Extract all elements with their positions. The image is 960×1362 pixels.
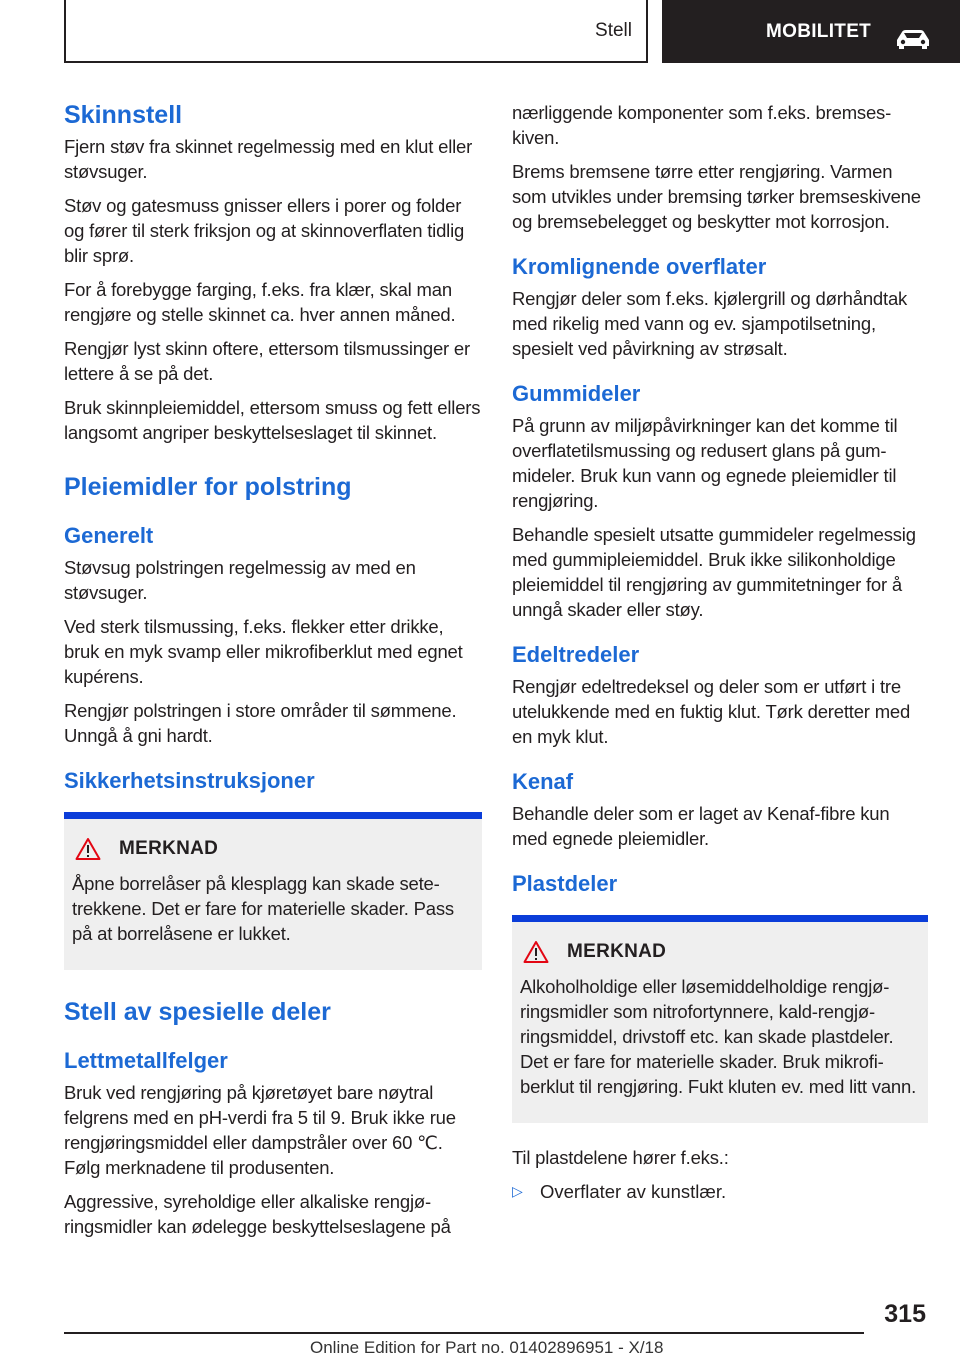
heading-pleiemidler: Pleiemidler for polstring — [64, 473, 352, 501]
paragraph: Behandle deler som er laget av Kenaf-fibre kun med egnede pleiemidler. — [512, 803, 890, 849]
note-text: Alkoholholdige eller løsemiddelholdige rengjøringsmidler som nitrofortynnere, kald-rengjøringsmiddel, drivstoff etc. kan skade plastdeler. Det er fare for materielle skader. Bruk mikrofiberklut til rengjøring. Fukt kluten ev. med litt vann. — [520, 976, 917, 1097]
heading-edeltre: Edeltredeler — [512, 642, 640, 667]
paragraph: Bruk skinnpleiemiddel, ettersom smuss og fett ellers langsomt angriper beskyttelseslaget til skinnet. — [64, 397, 481, 443]
paragraph: Brems bremsene tørre etter rengjøring. Varmen som utvikles under bremsing tørker bremseskivene og bremsebelegget og beskytter mot korrosjon. — [512, 161, 921, 232]
paragraph: Rengjør edeltredeksel og deler som er utført i tre utelukkende med en fuktig klut. Tørk deretter med en myk klut. — [512, 676, 911, 747]
paragraph: Behandle spesielt utsatte gummideler regelmessig med gummipleiemiddel. Bruk ikke silikonholdige pleiemiddel til rengjøring av gummitetninger for å unngå skader eller støy. — [512, 524, 916, 620]
chapter-title: MOBILITET — [766, 20, 872, 42]
note-text: Åpne borrelåser på klesplagg kan skade setetrekkene. Det er fare for materielle skader. Pass på at borrelåsene er lukket. — [72, 873, 454, 944]
note-header — [520, 940, 920, 964]
heading-gummi: Gummideler — [512, 381, 641, 406]
paragraph: Ved sterk tilsmussing, f.eks. flekker etter drikke, bruk en myk svamp eller mikrofiberklut med egnet kupérens. — [64, 616, 463, 687]
paragraph: Støvsug polstringen regelmessig av med en støvsuger. — [64, 557, 416, 603]
heading-skinnstell: Skinnstell — [64, 101, 183, 129]
triangle-right-icon: ▷ — [512, 1183, 523, 1199]
paragraph: Rengjør lyst skinn oftere, ettersom tilsmussinger er lettere å se på det. — [64, 338, 470, 384]
right-column — [512, 100, 928, 1204]
heading-sikkerhet: Sikkerhetsinstruksjoner — [64, 768, 315, 793]
section-title: Stell — [595, 19, 632, 41]
warning-triangle-icon — [523, 940, 549, 964]
chapter-tab — [662, 0, 960, 63]
paragraph: Til plastdelene hører f.eks.: — [512, 1147, 729, 1168]
paragraph: nærliggende komponenter som f.eks. bremseskiven. — [512, 102, 892, 148]
warning-note — [512, 915, 928, 1123]
paragraph: Bruk ved rengjøring på kjøretøyet bare nøytral felgrens med en pH-verdi fra 5 til 9. Bruk ikke rue rengjøringsmiddel eller dampstråler over 60 ℃. Følg merknadene til produsenten. — [64, 1082, 456, 1178]
heading-lettmetall: Lettmetallfelger — [64, 1048, 228, 1073]
warning-note — [64, 812, 482, 970]
heading-plast: Plastdeler — [512, 871, 618, 896]
paragraph: For å forebygge farging, f.eks. fra klær, skal man rengjøre og stelle skinnet ca. hver annen måned. — [64, 279, 456, 325]
section-tab — [64, 0, 648, 63]
footer-divider — [64, 1332, 864, 1334]
page-header — [64, 0, 960, 66]
heading-krom: Kromlignende overflater — [512, 254, 767, 279]
paragraph: Støv og gatesmuss gnisser ellers i porer og folder og fører til sterk friksjon og at skinnoverflaten tidlig blir sprø. — [64, 195, 465, 266]
car-icon — [894, 28, 932, 50]
paragraph: Rengjør deler som f.eks. kjølergrill og dørhåndtak med rikelig med vann og ev. sjampotilsetning, spesielt ved påvirkning av strøsalt. — [512, 288, 908, 359]
heading-generelt: Generelt — [64, 523, 154, 548]
note-header — [72, 837, 474, 861]
paragraph: På grunn av miljøpåvirkninger kan det komme til overflatetilsmussing og redusert glans på gummideler. Bruk kun vann og egnede pleiemidler til rengjøring. — [512, 415, 898, 511]
heading-kenaf: Kenaf — [512, 769, 574, 794]
list-item-text: Overflater av kunstlær. — [540, 1181, 727, 1202]
footer-edition: Online Edition for Part no. 01402896951 - X/18 — [310, 1338, 664, 1357]
list-item — [512, 1179, 928, 1204]
left-column — [64, 100, 482, 1248]
page-number: 315 — [884, 1300, 926, 1328]
paragraph: Fjern støv fra skinnet regelmessig med en klut eller støvsuger. — [64, 136, 473, 182]
warning-triangle-icon — [75, 837, 101, 861]
paragraph: Aggressive, syreholdige eller alkaliske rengjøringsmidler kan ødelegge beskyttelseslagene på — [64, 1191, 451, 1237]
note-title: MERKNAD — [119, 838, 219, 859]
heading-stell-spesielle: Stell av spesielle deler — [64, 998, 331, 1026]
note-title: MERKNAD — [567, 941, 667, 962]
paragraph: Rengjør polstringen i store områder til sømmene. Unngå å gni hardt. — [64, 700, 457, 746]
